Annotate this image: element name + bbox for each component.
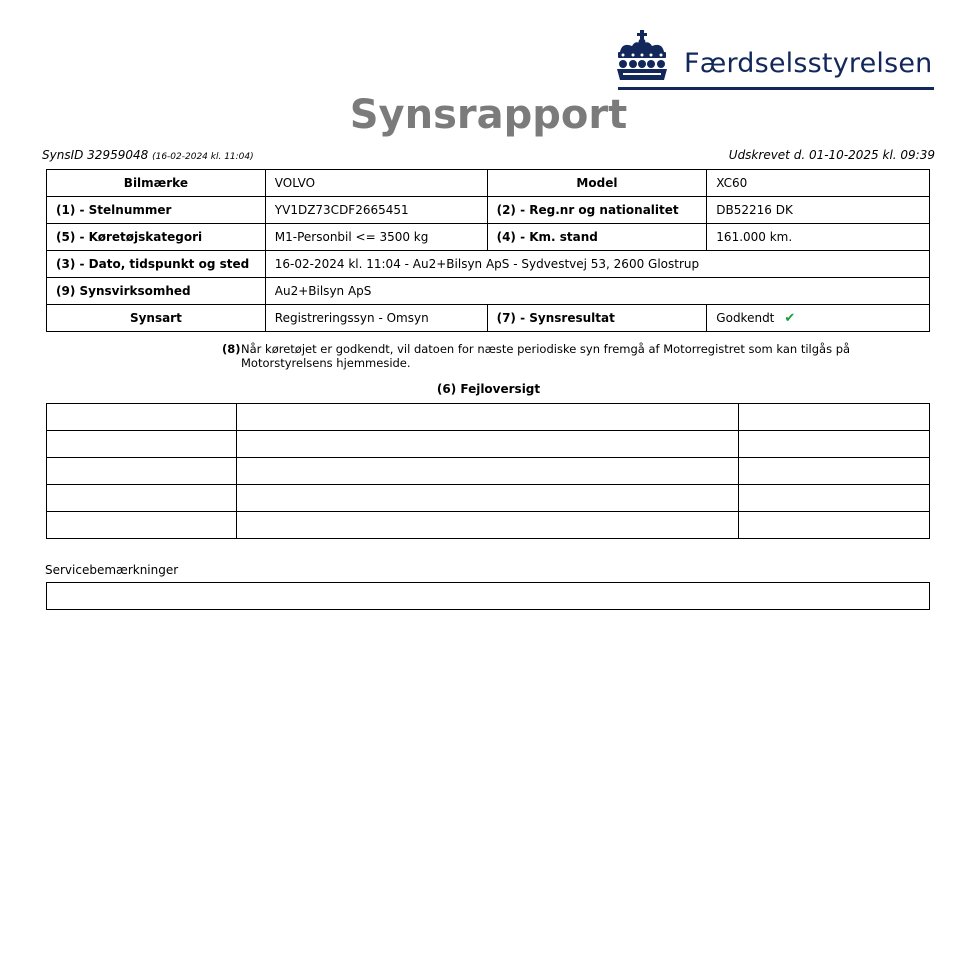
brand-label: Bilmærke (47, 170, 266, 197)
defect-cell (739, 404, 930, 431)
note-number: (8) (222, 342, 241, 356)
result-cell (707, 305, 930, 332)
date-place-label: (3) - Dato, tidspunkt og sted (47, 251, 266, 278)
crown-icon (614, 30, 670, 84)
note-line-2: Motorstyrelsens hjemmeside. (241, 356, 411, 370)
defect-cell (739, 458, 930, 485)
defect-cell (47, 512, 237, 539)
table-row (47, 251, 930, 278)
defect-cell (739, 512, 930, 539)
page-title: Synsrapport (349, 92, 628, 138)
service-remarks-label: Servicebemærkninger (45, 563, 179, 577)
table-row (47, 278, 930, 305)
table-row (47, 458, 930, 485)
note (222, 342, 882, 370)
brand-value: VOLVO (265, 170, 487, 197)
model-value: XC60 (707, 170, 930, 197)
vin-label: (1) - Stelnummer (47, 197, 266, 224)
table-row (47, 512, 930, 539)
checkmark-icon: ✔ (784, 310, 796, 326)
defect-cell (236, 512, 738, 539)
table-row (47, 170, 930, 197)
printed-date: Udskrevet d. 01-10-2025 kl. 09:39 (728, 148, 935, 162)
inspector-label: (9) Synsvirksomhed (47, 278, 266, 305)
inspection-type-value: Registreringssyn - Omsyn (265, 305, 487, 332)
result-label: (7) - Synsresultat (487, 305, 707, 332)
defect-cell (236, 458, 738, 485)
logo-text: Færdselsstyrelsen (684, 48, 933, 79)
logo (614, 30, 936, 92)
category-label: (5) - Køretøjskategori (47, 224, 266, 251)
table-row (47, 431, 930, 458)
mileage-label: (4) - Km. stand (487, 224, 707, 251)
service-remarks-box (46, 582, 930, 610)
defect-cell (47, 404, 237, 431)
result-value: Godkendt (716, 310, 775, 325)
logo-underline (618, 87, 934, 90)
table-row (47, 305, 930, 332)
inspection-type-label: Synsart (47, 305, 266, 332)
table-row (47, 224, 930, 251)
defect-cell (739, 431, 930, 458)
table-row (47, 404, 930, 431)
note-line-1: Når køretøjet er godkendt, vil datoen for næste periodiske syn fremgå af Motorregistret som kan tilgås på (241, 342, 851, 356)
defect-cell (236, 431, 738, 458)
table-row (47, 197, 930, 224)
defect-cell (47, 431, 237, 458)
model-label: Model (487, 170, 707, 197)
category-value: M1-Personbil <= 3500 kg (265, 224, 487, 251)
defect-cell (236, 485, 738, 512)
defect-cell (47, 458, 237, 485)
mileage-value: 161.000 km. (707, 224, 930, 251)
regnr-value: DB52216 DK (707, 197, 930, 224)
defect-cell (236, 404, 738, 431)
date-place-value: 16-02-2024 kl. 11:04 - Au2+Bilsyn ApS - Sydvestvej 53, 2600 Glostrup (265, 251, 929, 278)
inspector-value: Au2+Bilsyn ApS (265, 278, 929, 305)
syns-id-date: (16-02-2024 kl. 11:04) (152, 152, 254, 162)
vehicle-info-table (46, 169, 930, 332)
regnr-label: (2) - Reg.nr og nationalitet (487, 197, 707, 224)
table-row (47, 485, 930, 512)
defects-table (46, 403, 930, 539)
defects-title: (6) Fejloversigt (436, 382, 541, 396)
syns-id-label: SynsID 32959048 (42, 148, 149, 162)
vin-value: YV1DZ73CDF2665451 (265, 197, 487, 224)
defect-cell (739, 485, 930, 512)
defect-cell (47, 485, 237, 512)
syns-id (42, 148, 254, 162)
